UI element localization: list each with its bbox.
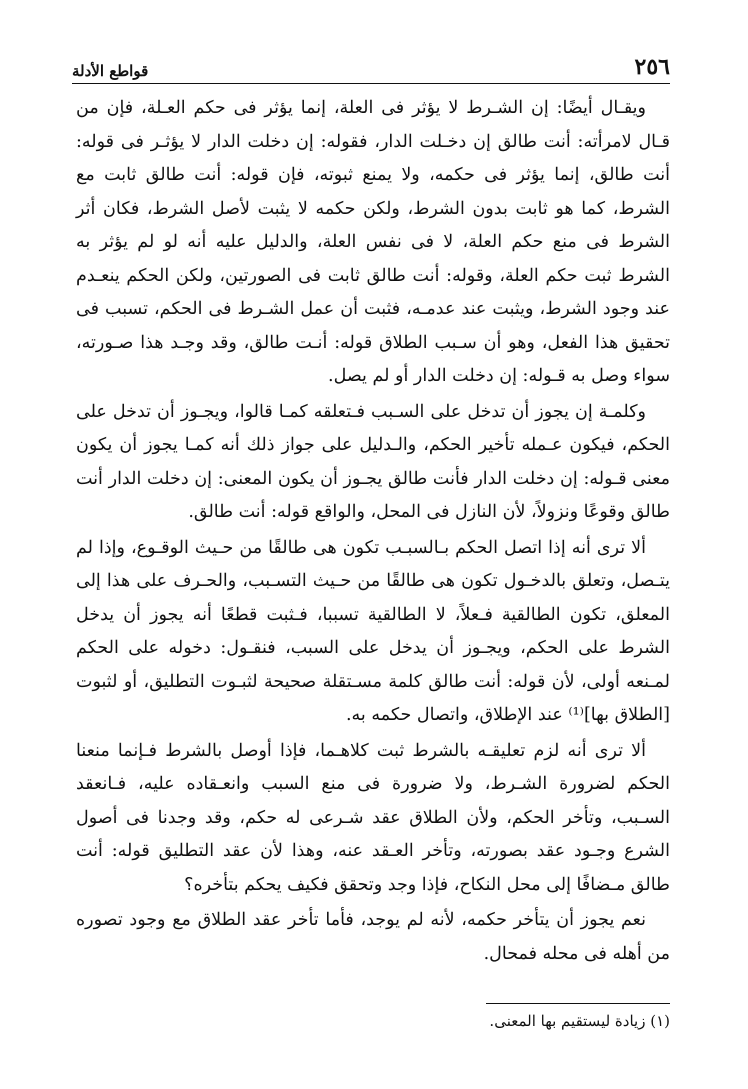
page-number: ٢٥٦ (634, 54, 670, 80)
header-divider (72, 83, 670, 84)
body-text (76, 92, 670, 973)
footnote-divider (486, 1003, 670, 1004)
paragraph: ألا ترى أنه لزم تعليقـه بالشرط ثبت كلاهـما، فإذا أوصل بالشرط فـإنما منعنا الحكم لضرورة الشـرط، ولا ضرورة فى منع السبب وانعـقاده عليه، فـانعقد السـبب، وتأخر الحكم، ولأن الطلاق عقد شـرعى له حكم، وقد وجدنا فى أصول الشرع وجـود عقد بصورته، وتأخر العـقد عنه، وهذا لأن عقد التطليق قوله: أنت طالق مـضافًا إلى محل النكاح، فإذا وجد وتحقق فكيف يحكم بتأخره؟ (76, 740, 670, 895)
paragraph: ألا ترى أنه إذا اتصل الحكم بـالسبـب تكون هى طالقًا من حـيث الوقـوع، وإذا لم يتـصل، وتعلق بالدخـول تكون هى طالقًا من حـيث التسـبب، والحـرف على هذا إلى المعلق، تكون الطالقية فـعلاً، لا الطالقية تسببا، فـثبت قطعًا أنه يجوز أن يدخل الشرط على الحكم، ويجـوز أن يدخل على السبب، فنقـول: دخوله على الحكم لمـنعه أولى، لأن قوله: أنت طالق كلمة مسـتقلة صحيحة لثبـوت التطليق، أو لثبوت [الطلاق بها]⁽¹⁾ عند الإطلاق، واتصال حكمه به. (76, 537, 670, 725)
paragraph: وكلمـة إن يجوز أن تدخل على السـبب فـتعلقه كمـا قالوا، ويجـوز أن تدخل على الحكم، فيكون عـمله تأخير الحكم، والـدليل على جواز ذلك أنه كمـا يجوز أن يكون معنى قـوله: إن دخلت الدار فأنت طالق يجـوز أن يكون المعنى: إن دخلت الدار أنت طالق وقوعًا ونزولاً، لأن النازل فى المحل، والواقع قوله: أنت طالق. (76, 401, 670, 522)
paragraph: ويقـال أيضًا: إن الشـرط لا يؤثر فى العلة، إنما يؤثر فى حكم العـلة، فإن من قـال لامرأته: أنت طالق إن دخـلت الدار، فقوله: إن دخلت الدار لا يؤثـر فى قوله: أنت طالق، إنما يؤثر فى حكمه، ولا يمنع ثبوته، فإن قوله: أنت طالق ثابت مع الشرط، كما هو ثابت بدون الشرط، ولكن حكمه لا يثبت لأصل الشرط، فكان أثر الشرط فى منع حكم العلة، لا فى نفس العلة، والدليل عليه أنه لو لم يؤثر به الشرط ثبت حكم العلة، وقوله: أنت طالق ثابت فى الصورتين، ولكن الحكم ينعـدم عند وجود الشرط، ويثبت عند عدمـه، فثبت أن عمل الشـرط فى الحكم، تسبب فى تحقيق هذا الفعل، وهو أن سـبب الطلاق قوله: أنـت طالق، وقد وجـد هذا صـورته، سواء وصل به قـوله: إن دخلت الدار أو لم يصل. (76, 98, 670, 386)
footnote: (١) زيادة ليستقيم بها المعنى. (489, 1012, 670, 1030)
page-header (72, 48, 670, 80)
paragraph: نعم يجوز أن يتأخر حكمه، لأنه لم يوجد، فأما تأخر عقد الطلاق مع وجود تصوره من أهله فى محله فمحال. (76, 910, 670, 964)
running-title: قواطع الأدلة (72, 62, 149, 80)
